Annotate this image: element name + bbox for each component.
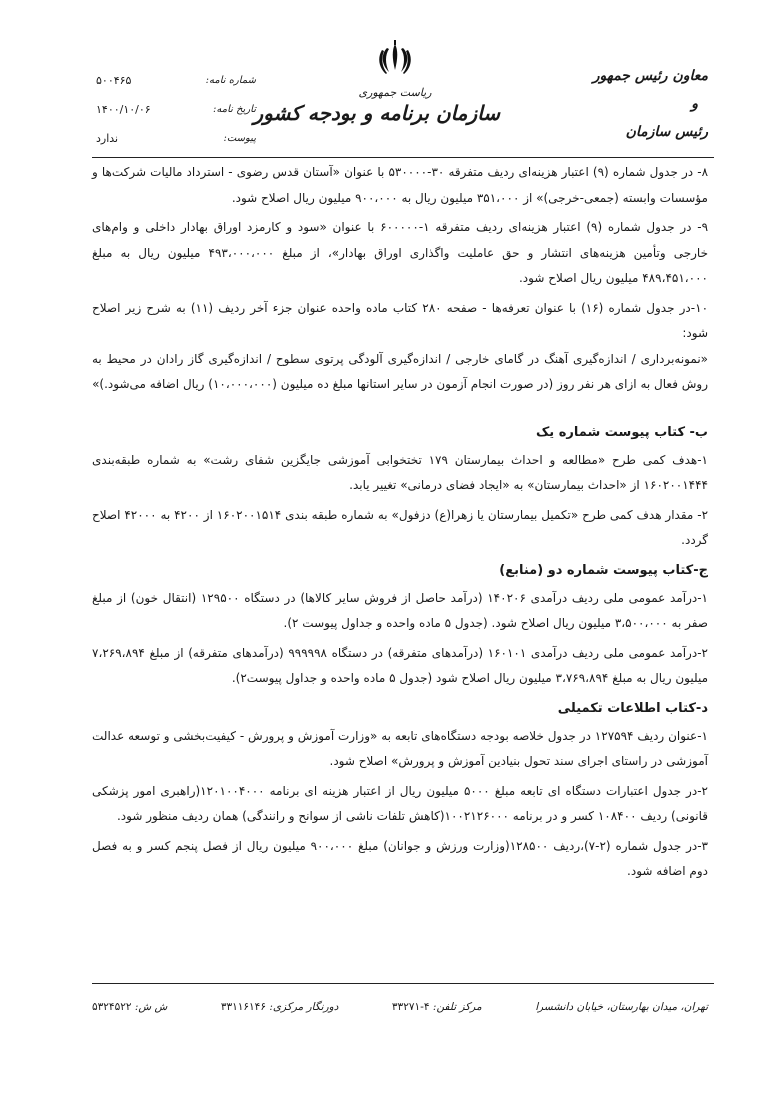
section-b-item-1: ۱-هدف کمی طرح «مطالعه و احداث بیمارستان ۱۷۹ تختخوابی آموزشی جایگزین شفای رشت» به شماره طبقه‌بندی ۱۶۰۲۰۰۱۴۴۴ از «احداث بیمارستان» به «ایجاد فضای درمانی» تغییر یابد. xyxy=(92,452,708,492)
attachment-row xyxy=(96,124,256,153)
date-value: ۱۴۰۰/۱۰/۰۶ xyxy=(96,103,151,116)
section-d-item-3: ۳-در جدول شماره (۲-۷)،ردیف ۱۲۸۵۰۰(وزارت ورزش و جوانان) مبلغ ۹۰۰،۰۰۰ میلیون ریال از فصل پنجم کسر و به فصل دوم اضافه شود. xyxy=(92,838,708,878)
recipient-conjunction: و xyxy=(691,96,698,112)
number-row xyxy=(96,66,256,95)
section-d-heading: د-کتاب اطلاعات تکمیلی xyxy=(557,700,708,716)
letter-footer xyxy=(92,995,708,1019)
header-divider xyxy=(92,157,714,158)
section-c-item-1: ۱-درآمد عمومی ملی ردیف درآمدی ۱۴۰۲۰۶ (درآمد حاصل از فروش سایر کالاها) در دستگاه ۱۲۹۵۰۰ (انتقال خون) از مبلغ صفر به ۳،۵۰۰،۰۰۰ میلیون ریال اصلاح شود. (جدول ۵ ماده واحده و جداول پیوست ۲). xyxy=(92,590,708,630)
letterhead xyxy=(253,40,500,125)
item-8-paragraph: ۸- در جدول شماره (۹) اعتبار هزینه‌ای ردیف متفرقه ۳۰-۵۳۰۰۰۰ با عنوان «آستان قدس رضوی - استرداد مالیات شرکت‌ها و مؤسسات وابسته (جمعی-خرجی)» از ۳۵۱،۰۰۰ میلیون ریال به ۹۰۰،۰۰۰ میلیون ریال اصلاح شود. xyxy=(92,165,709,205)
section-b-item-2: ۲- مقدار هدف کمی طرح «تکمیل بیمارستان یا زهرا(ع) دزفول» به شماره طبقه بندی ۱۶۰۲۰۰۱۵۱۴ از ۴۲۰۰ به ۴۲۰۰۰ اصلاح گردد. xyxy=(92,507,709,547)
footer-divider xyxy=(92,983,714,984)
attachment-value: ندارد xyxy=(96,132,119,145)
recipient-title: معاون رئیس جمهور xyxy=(592,68,708,84)
presidency-subtitle: ریاست جمهوری xyxy=(358,86,432,99)
date-label: تاریخ نامه: xyxy=(213,104,256,115)
section-d-item-1: ۱-عنوان ردیف ۱۲۷۵۹۴ در جدول خلاصه بودجه دستگاه‌های تابعه به «وزارت آموزش و پرورش - کیفیت‌بخشی و توسعه عدالت آموزشی در راستای اجرای سند تحول بنیادین آموزش و پرورش» اصلاح شود. xyxy=(92,728,708,768)
footer-fax-label: دورنگار مرکزی: xyxy=(269,1001,339,1013)
letter-body xyxy=(92,160,708,889)
footer-fax xyxy=(221,1001,339,1013)
footer-zip-value: ۵۳۲۴۵۲۲ xyxy=(92,1001,132,1013)
recipient-block xyxy=(558,62,708,146)
item-10-paragraph: ۱۰-در جدول شماره (۱۶) با عنوان تعرفه‌ها - صفحه ۲۸۰ کتاب ماده واحده عنوان جزء آخر ردیف (۱۱) به شرح زیر اصلاح شود: xyxy=(92,300,709,340)
section-b-heading: ب- کتاب پیوست شماره یک xyxy=(536,424,708,440)
section-c-item-2: ۲-درآمد عمومی ملی ردیف درآمدی ۱۶۰۱۰۱ (درآمدهای متفرقه) در دستگاه ۹۹۹۹۹۸ (درآمدهای متفرقه) از مبلغ ۷،۲۶۹،۸۹۴ میلیون ریال به مبلغ ۳،۷۶۹،۸۹۴ میلیون ریال اصلاح شود (جدول ۵ ماده واحده و جداول پیوست۲). xyxy=(92,645,708,685)
iran-emblem-icon xyxy=(378,40,412,78)
attachment-label: پیوست: xyxy=(223,133,256,144)
footer-address: تهران، میدان بهارستان، خیابان دانشسرا xyxy=(535,1001,708,1013)
section-c-heading: ج-کتاب پیوست شماره دو (منابع) xyxy=(499,562,708,578)
number-value: ۵۰۰۴۶۵ xyxy=(96,74,132,87)
number-label: شماره نامه: xyxy=(205,75,256,86)
item-9-paragraph: ۹- در جدول شماره (۹) اعتبار هزینه‌ای ردیف متفرقه ۱-۶۰۰۰۰۰ با عنوان «سود و کارمزد اوراق بهادار داخلی و وام‌های خارجی وتأمین هزینه‌های انتشار و حق عاملیت واگذاری اوراق بهادار»، از مبلغ ۴۹۳،۰۰۰،۰۰۰ میلیون ریال به مبلغ ۴۸۹،۴۵۱،۰۰۰ میلیون ریال اصلاح شود. xyxy=(92,220,709,285)
footer-phone-value: ۴-۳۳۲۷۱ xyxy=(391,1001,430,1013)
organization-name: سازمان برنامه و بودجه کشور xyxy=(253,101,500,125)
date-row xyxy=(96,95,256,124)
footer-phone xyxy=(392,1001,482,1013)
item-10-quote: «نمونه‌برداری / اندازه‌گیری آهنگ در گامای خارجی / اندازه‌گیری آلودگی پرتوی سطوح / اندازه‌گیری گاز رادان در محیط به روش فعال به ازای هر نفر روز (در صورت انجام آزمون در سایر استانها مبلغ ده میلیون (۱۰،۰۰۰،۰۰۰) ریال اضافه می‌شود.)» xyxy=(92,351,708,391)
footer-zip xyxy=(92,1001,167,1013)
recipient-subtitle: رئیس سازمان xyxy=(625,124,708,140)
section-d-item-2: ۲-در جدول اعتبارات دستگاه ای تابعه مبلغ ۵۰۰۰ میلیون ریال از اعتبار هزینه ای برنامه ۱۲۰۱۰۰۴۰۰۰(راهبری امور پزشکی قانونی) ردیف ۱۰۸۴۰۰ کسر و در برنامه ۱۰۰۲۱۲۶۰۰۰(کاهش تلفات ناشی از سوانح و رانندگی) همان ردیف منظور شود. xyxy=(92,783,708,823)
footer-fax-value: ۳۳۱۱۶۱۴۶ xyxy=(220,1001,266,1013)
letter-metadata xyxy=(96,66,256,153)
footer-zip-label: ش ش: xyxy=(134,1001,168,1013)
footer-phone-label: مرکز تلفن: xyxy=(432,1001,482,1013)
